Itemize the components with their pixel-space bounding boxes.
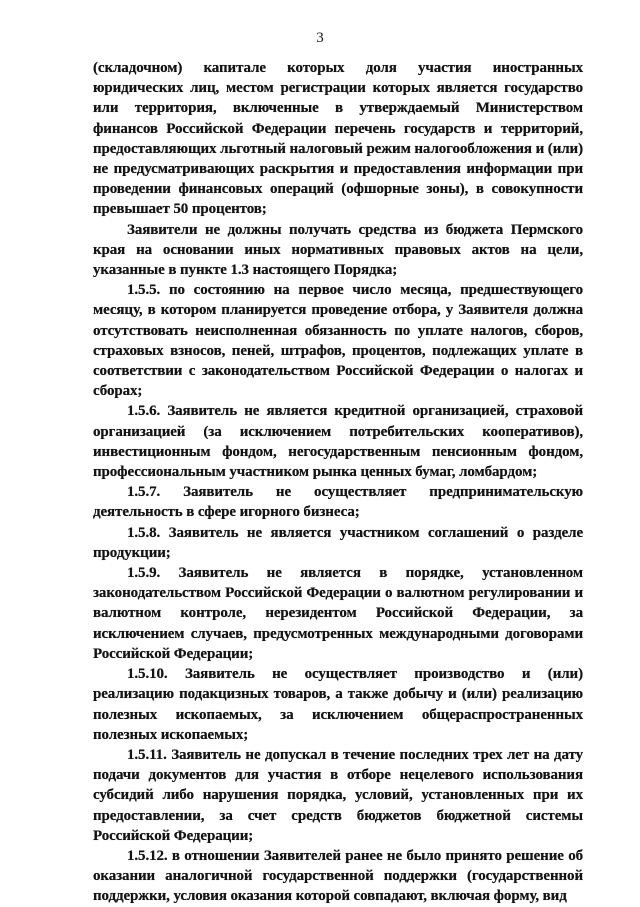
paragraph-1-5-9: 1.5.9. Заявитель не является в порядке, установленном законодательством Российской Федерации о валютном регулировании и валютном контроле, нерезидентом Российской Федерации, за исключением случаев, предусмотренных международными договорами Российской Федерации; <box>93 565 583 662</box>
paragraph-1-5-6: 1.5.6. Заявитель не является кредитной организацией, страховой организацией (за исключением потребительских кооперативов), инвестиционным фондом, негосударственным пенсионным фондом, профессиональным участником рынка ценных бумаг, ломбардом; <box>93 403 583 481</box>
paragraph-offshore-capital: (складочном) капитале которых доля участия иностранных юридических лиц, местом регистрации которых является государство или территория, включенные в утверждаемый Министерством финансов Российской Федерации перечень государств и территорий, предоставляющих льготный налоговый режим налогообложения и (или) не предусматривающих раскрытия и предоставления информации при проведении финансовых операций (офшорные зоны), в совокупности превышает 50 процентов; <box>93 60 583 218</box>
paragraph-1-5-8: 1.5.8. Заявитель не является участником соглашений о разделе продукции; <box>93 524 583 561</box>
paragraph-1-5-11: 1.5.11. Заявитель не допускал в течение последних трех лет на дату подачи документов для участия в отборе нецелевого использования субсидий либо нарушения порядка, условий, установленных при их предоставлении, за счет средств бюджетов бюджетной системы Российской Федерации; <box>93 746 583 844</box>
paragraph-1-5-12: 1.5.12. в отношении Заявителей ранее не было принято решение об оказании аналогичной государственной поддержки (государственной поддержки, условия оказания которой совпадают, включая форму, вид <box>93 847 583 905</box>
page-number: 3 <box>316 30 324 46</box>
document-body <box>93 58 583 907</box>
paragraph-budget-funds: Заявители не должны получать средства из бюджета Пермского края на основании иных нормативных правовых актов на цели, указанные в пункте 1.3 настоящего Порядка; <box>93 221 583 279</box>
paragraph-1-5-5: 1.5.5. по состоянию на первое число месяца, предшествующего месяцу, в котором планируется проведение отбора, у Заявителя должна отсутствовать неисполненная обязанность по уплате налогов, сборов, страховых взносов, пеней, штрафов, процентов, подлежащих уплате в соответствии с законодательством Российской Федерации о налогах и сборах; <box>93 282 583 400</box>
paragraph-1-5-10: 1.5.10. Заявитель не осуществляет производство и (или) реализацию подакцизных товаров, а также добычу и (или) реализацию полезных ископаемых, за исключением общераспространенных полезных ископаемых; <box>93 666 583 743</box>
paragraph-1-5-7: 1.5.7. Заявитель не осуществляет предпринимательскую деятельность в сфере игорного бизнеса; <box>93 484 583 521</box>
